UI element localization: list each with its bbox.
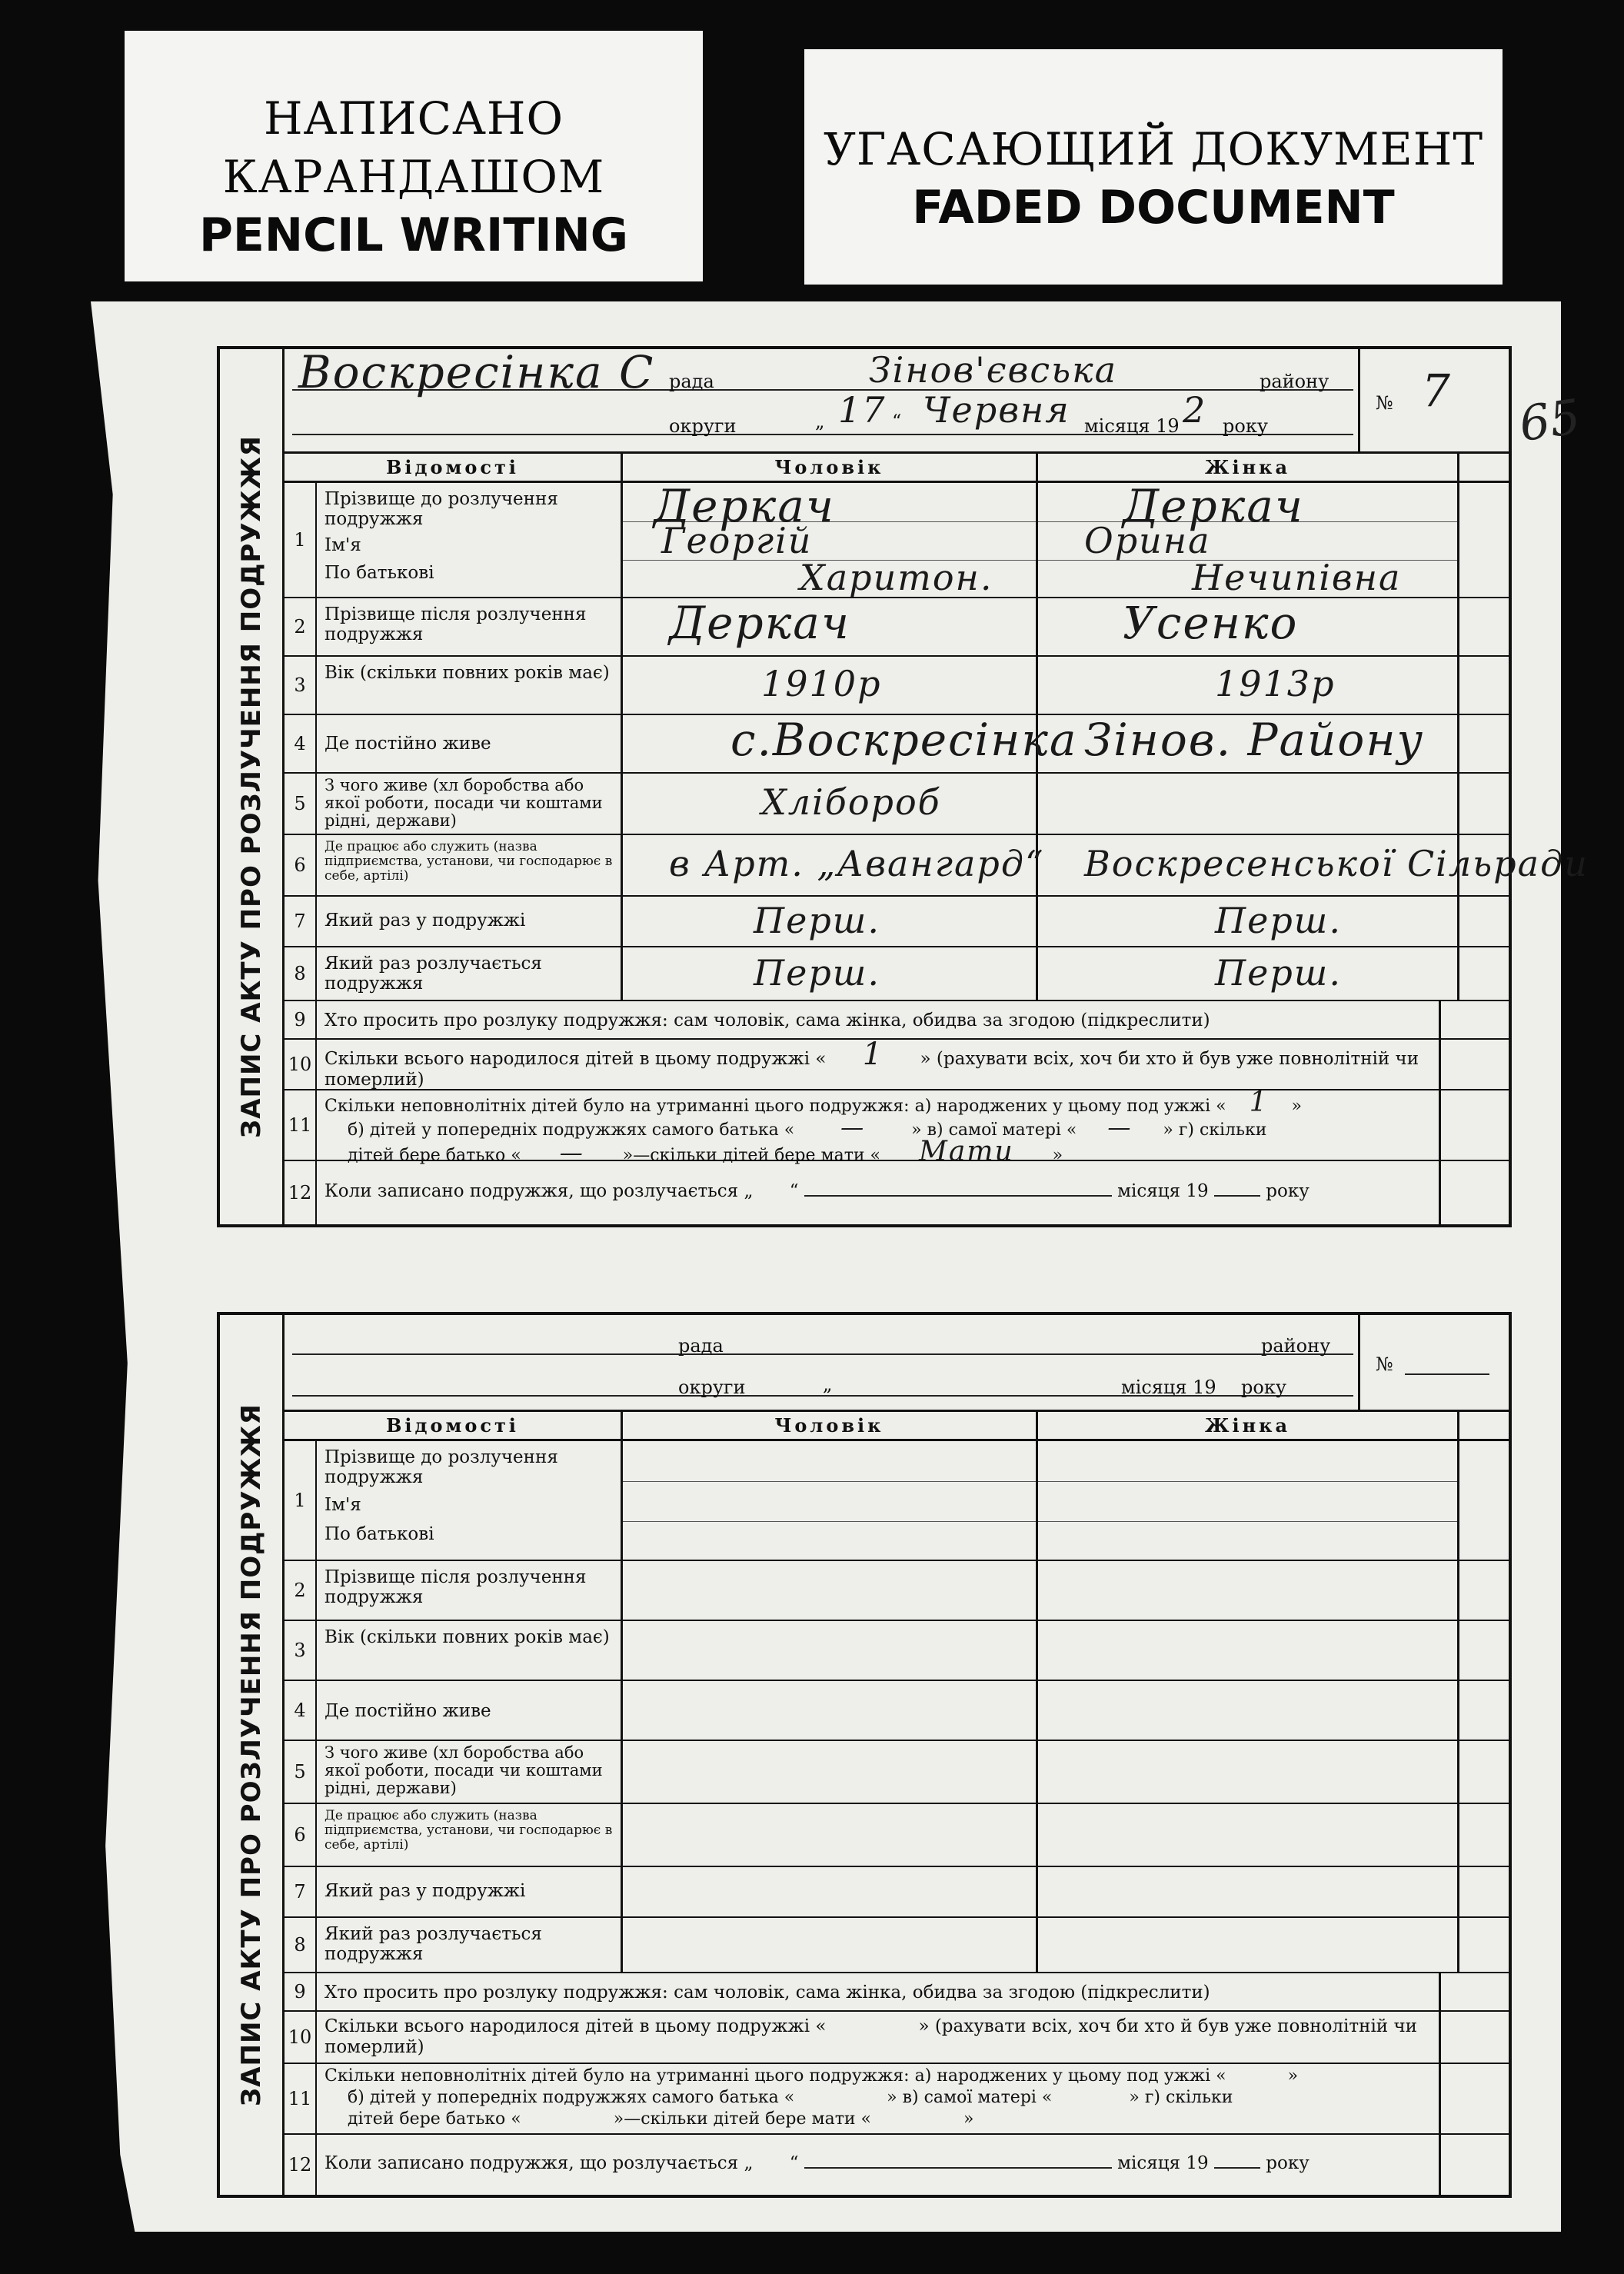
guide [623, 1521, 1036, 1522]
rownum: 5 [285, 1741, 317, 1803]
cell-m [623, 480, 1038, 598]
small: місяця 19 [1121, 1377, 1216, 1398]
rowlabel: Де працює або служить (назва підприємства, установи, чи господарює в себе, артілі) [317, 1804, 623, 1866]
cell-x [1459, 598, 1509, 655]
rownum: 4 [285, 715, 317, 772]
cell-w [1038, 835, 1589, 895]
rowlabel: Який раз у подружжі [317, 897, 623, 946]
div [324, 2109, 1439, 2130]
div [324, 2066, 1439, 2087]
rownum: 6 [285, 1804, 317, 1866]
quote-open: „ [815, 411, 825, 432]
roku-label: року [1223, 415, 1268, 437]
row-11-text [324, 1087, 1439, 1167]
wide-end [1439, 2012, 1509, 2063]
hdr-line [292, 434, 1353, 435]
span: » в) самої матері « [887, 2088, 1053, 2107]
row [285, 1741, 1509, 1804]
span: » [1052, 1146, 1063, 1165]
rowlabel: Вік (скільки повних років має) [317, 657, 623, 714]
row-5 [285, 774, 1509, 835]
cell-m [623, 1441, 1038, 1560]
wide-row-text: Хто просить про розлуку подружжя: сам чоловік, сама жінка, обидва за згодою (підкреслити) [324, 1983, 1210, 2003]
rownum: 12 [285, 1161, 317, 1224]
hw-man-workplace: в Арт. „Авангард“ [669, 843, 1045, 884]
rownum: 11 [285, 1090, 317, 1160]
span [1214, 2167, 1260, 2169]
cell-w [1038, 598, 1459, 655]
span: Відомості [386, 1414, 519, 1437]
guide [623, 1481, 1036, 1482]
div: Ім'я [324, 535, 361, 555]
cell-x [1459, 947, 1509, 1000]
pencil-writing-label [125, 31, 703, 281]
small: округи [678, 1377, 746, 1398]
pencil-label-ru-line2: КАРАНДАШОМ [222, 151, 605, 203]
cell-x [1459, 1561, 1509, 1620]
hw-man-surname-after: Деркач [669, 597, 850, 649]
cell-m [623, 947, 1038, 1000]
colhdr [1459, 1412, 1509, 1441]
span: » г) скільки [1163, 1120, 1267, 1140]
row [285, 1681, 1509, 1741]
row-6 [285, 835, 1589, 897]
span: Чоловік [774, 1414, 884, 1437]
row [285, 1804, 1509, 1867]
row-1 [285, 480, 1509, 598]
row [285, 2064, 1509, 2135]
hw-man-patronymic: Харитон. [800, 557, 993, 598]
span: Жінка [1204, 456, 1291, 478]
span [1214, 1195, 1260, 1197]
rownum: 10 [285, 1040, 317, 1089]
span [804, 2167, 1112, 2169]
row [285, 2012, 1509, 2064]
wide-end [1439, 1040, 1509, 1089]
span [804, 1195, 1112, 1197]
span: » (рахувати всіх, хоч би хто й був уже повнолітній чи померлий) [324, 1049, 1419, 1090]
colhdr [623, 1412, 1038, 1441]
cell-x [1459, 715, 1509, 772]
cell-m [623, 1621, 1038, 1680]
cell-x [1459, 897, 1509, 946]
div: Ім'я [324, 1495, 361, 1515]
row [285, 1973, 1509, 2012]
cell-w [1038, 1867, 1459, 1916]
rownum: 7 [285, 1867, 317, 1916]
span: Коли записано подружжя, що розлучається „ [324, 1181, 754, 1201]
rownum: 3 [285, 657, 317, 714]
span: року [1266, 2153, 1310, 2173]
colhdr [285, 1412, 623, 1441]
cell-x [1459, 1867, 1509, 1916]
span: дітей бере батько « [348, 2109, 521, 2129]
span: » (рахувати всіх, хоч би хто й був уже повнолітній чи померлий) [324, 2016, 1417, 2057]
hw-woman-workplace: Воскресенської Сільради [1084, 843, 1589, 884]
row [285, 2135, 1509, 2195]
rownum: 11 [285, 2064, 317, 2133]
cell-m [623, 835, 1045, 895]
hw-children-to-father: — [559, 1140, 584, 1167]
hw-man-times-divorced: Перш. [754, 952, 880, 994]
cell-x [1459, 1918, 1509, 1972]
rownum: 1 [285, 1441, 317, 1560]
row-1-label [317, 483, 623, 597]
hw-man-age: 1910р [761, 663, 882, 704]
small: року [1241, 1377, 1286, 1398]
form-main-2 [285, 1315, 1509, 2195]
rownum: 2 [285, 1561, 317, 1620]
row [285, 1561, 1509, 1621]
faded-label-ru: УГАСАЮЩИЙ ДОКУМЕНТ [823, 123, 1484, 175]
row-7 [285, 897, 1509, 947]
rowlabel: Де постійно живе [317, 1681, 623, 1740]
row-10-text [324, 1037, 1439, 1090]
hw-woman-residence: Зінов. Району [1084, 714, 1425, 766]
div: По батькові [324, 563, 434, 583]
span: Жінка [1204, 1414, 1291, 1437]
span [794, 2088, 887, 2107]
hw-children-mother-prev: — [1107, 1114, 1133, 1141]
hw-children-father-prev: — [840, 1114, 866, 1141]
col-header-woman [1038, 454, 1459, 483]
span [1052, 2088, 1129, 2107]
cell-m [623, 714, 1078, 772]
col-header-man [623, 454, 1038, 483]
cell-w [1038, 947, 1459, 1000]
span [826, 2016, 918, 2036]
pencil-label-ru-line1: НАПИСАНО [263, 92, 564, 145]
hw-man-residence: с.Воскресінка [730, 714, 1078, 766]
wide-end [1439, 1001, 1509, 1038]
rowlabel: Вік (скільки повних років має) [317, 1621, 623, 1680]
wide-row-text [324, 2153, 1439, 2174]
form-side-title [220, 349, 285, 1224]
span: року [1266, 1181, 1310, 1201]
span: Скільки всього народилося дітей в цьому подружжі « [324, 1049, 827, 1069]
cell-x [1459, 1741, 1509, 1803]
form-side-title-2 [220, 1315, 285, 2195]
rownum: 8 [285, 947, 317, 1000]
hw-woman-surname-after: Усенко [1123, 597, 1299, 649]
cell-m [623, 1741, 1038, 1803]
guide [1038, 1481, 1457, 1482]
rownum: 9 [285, 1001, 317, 1038]
small: району [1261, 1335, 1331, 1357]
hw-woman-age: 1913р [1215, 663, 1336, 704]
faded-label-en: FADED DOCUMENT [912, 181, 1395, 235]
cell-m [623, 1867, 1038, 1916]
span: » [963, 2109, 974, 2129]
okruhy-label: округи [669, 415, 737, 437]
rownum: 1 [285, 483, 317, 597]
row-12 [285, 1161, 1509, 1224]
hw-children-this: 1 [1249, 1087, 1269, 1118]
row-1-blank [285, 1441, 1509, 1561]
rownum: 3 [285, 1621, 317, 1680]
divorce-record-form-blank [217, 1312, 1512, 2198]
wide-end [1439, 2064, 1509, 2133]
wide-end [1439, 1090, 1509, 1160]
row-4 [285, 715, 1509, 774]
div [324, 2087, 1439, 2109]
span: » в) самої матері « [911, 1120, 1077, 1140]
span [1226, 2066, 1288, 2086]
span: » г) скільки [1129, 2088, 1233, 2107]
hw-number: 7 [1422, 365, 1452, 417]
small: № [1376, 1353, 1393, 1375]
rownum: 6 [285, 835, 317, 895]
cell-m [623, 1804, 1038, 1866]
col-header-extra [1459, 454, 1509, 483]
number-box-2 [1358, 1315, 1509, 1410]
hw-okruha: Зінов'євська [869, 349, 1118, 391]
side-title-text: ЗАПИС АКТУ ПРО РОЗЛУЧЕННЯ ПОДРУЖЖЯ [235, 435, 267, 1138]
span: » [1287, 2066, 1299, 2086]
small: „ [823, 1373, 833, 1395]
pencil-label-en: PENCIL WRITING [198, 208, 629, 262]
cell-w [1038, 1441, 1459, 1560]
cell-m [623, 1918, 1038, 1972]
cell-m [623, 1561, 1038, 1620]
rowlabel: Прізвище після розлучення подружжя [317, 1561, 623, 1620]
hw-woman-times-divorced: Перш. [1215, 952, 1342, 994]
number-label: № [1376, 392, 1393, 414]
cell-m [623, 1681, 1038, 1740]
row [285, 1867, 1509, 1918]
cell-m [623, 774, 1038, 834]
rowlabel: Де постійно живе [317, 715, 623, 772]
span: “ [789, 1181, 799, 1201]
hw-woman-surname-before: Деркач [1123, 480, 1304, 532]
span: дітей бере батько « [348, 1146, 521, 1165]
hw-woman-name: Орина [1084, 520, 1211, 561]
rowlabel: З чого живе (хл боробства або якої роботи, посади чи коштами рідні, держави) [317, 774, 623, 834]
cell-x [1459, 483, 1509, 597]
rowlabel: Який раз у подружжі [317, 1867, 623, 1916]
row [285, 1621, 1509, 1681]
span: » [1291, 1097, 1302, 1116]
span: Коли записано подружжя, що розлучається „ [324, 2153, 754, 2173]
hw-month: Червня [923, 389, 1070, 431]
small: рада [678, 1335, 724, 1357]
rownum: 4 [285, 1681, 317, 1740]
cell-x [1459, 1681, 1509, 1740]
misyatsia-label: місяця 19 [1084, 415, 1180, 437]
cell-x [1459, 835, 1509, 895]
span: б) дітей у попередніх подружжях самого батька « [348, 2088, 795, 2107]
form-header [285, 346, 1509, 454]
row-9 [285, 1001, 1509, 1040]
hw-day: 17 [838, 389, 887, 431]
wide-end [1439, 2135, 1509, 2195]
hw-woman-patronymic: Нечипівна [1192, 557, 1402, 598]
raionu-label: району [1260, 371, 1329, 392]
span: »—скільки дітей бере мати « [613, 2109, 871, 2129]
rowlabel: Який раз розлучається подружжя [317, 1918, 623, 1972]
quote-close: “ [892, 411, 902, 432]
div: Прізвище до розлучення подружжя [324, 1447, 558, 1487]
hw-man-times-married: Перш. [754, 900, 880, 941]
cell-w [1038, 774, 1459, 834]
guide [1038, 1521, 1457, 1522]
cell-w [1038, 1681, 1459, 1740]
hw-village: Воскресінка С [298, 346, 655, 398]
number-box [1358, 349, 1509, 451]
rownum: 12 [285, 2135, 317, 2195]
form-header-2 [285, 1315, 1509, 1412]
wide-end [1439, 1161, 1509, 1224]
cell-w [1038, 897, 1459, 946]
cell-w [1038, 1804, 1459, 1866]
span [871, 2109, 963, 2129]
row-11 [285, 1087, 1509, 1167]
rowlabel: Де працює або служить (назва підприємства, установи, чи господарює в себе, артілі) [317, 835, 623, 895]
hdr-line [1405, 1373, 1489, 1375]
cell-w [1038, 1621, 1459, 1680]
rownum: 10 [285, 2012, 317, 2063]
rownum: 8 [285, 1918, 317, 1972]
rownum: 5 [285, 774, 317, 834]
rownum: 7 [285, 897, 317, 946]
cell-m [623, 897, 1038, 946]
span: Відомості [386, 456, 519, 478]
div: Прізвище до розлучення подружжя [324, 489, 558, 529]
rowlabel: Прізвище після розлучення подружжя [317, 598, 623, 655]
span: Скільки всього народилося дітей в цьому подружжі « [324, 2016, 827, 2036]
rowlabel [317, 1441, 623, 1560]
span: Скільки неповнолітніх дітей було на утриманні цього подружжя: а) народжених у цьому под ужжі « [324, 2066, 1226, 2086]
rowlabel: З чого живе (хл боробства або якої роботи, посади чи коштами рідні, держави) [317, 1741, 623, 1803]
rowlabel: Який раз розлучається подружжя [317, 947, 623, 1000]
cell-w [1038, 1918, 1459, 1972]
span: б) дітей у попередніх подружжях самого батька « [348, 1120, 795, 1140]
wide-end [1439, 1973, 1509, 2010]
cell-x [1459, 774, 1509, 834]
row-3 [285, 657, 1509, 715]
span: місяця 19 [1117, 2153, 1209, 2173]
row [285, 1918, 1509, 1973]
span: Скільки неповнолітніх дітей було на утриманні цього подружжя: а) народжених у цьому под ужжі « [324, 1097, 1226, 1116]
rownum: 2 [285, 598, 317, 655]
colhdr [1038, 1412, 1459, 1441]
cell-x [1459, 1804, 1509, 1866]
hw-man-name: Георгій [661, 520, 813, 561]
rada-label: рада [669, 371, 714, 392]
cell-w [1038, 1561, 1459, 1620]
hw-children-total: 1 [862, 1037, 884, 1072]
row-10 [285, 1037, 1509, 1090]
cell-w [1038, 1741, 1459, 1803]
cell-x [1459, 1621, 1509, 1680]
cell-x [1459, 657, 1509, 714]
span: Чоловік [774, 456, 884, 478]
row-9-text: Хто просить про розлуку подружжя: сам чоловік, сама жінка, обидва за згодою (підкреслити) [324, 1010, 1210, 1030]
row-2 [285, 598, 1509, 657]
span: “ [789, 2153, 799, 2173]
span: »—скільки дітей бере мати « [622, 1146, 880, 1165]
hdr-line [292, 1353, 1353, 1355]
span [521, 2109, 614, 2129]
cell-m [623, 598, 1038, 655]
hw-man-surname-before: Деркач [654, 480, 835, 532]
cell-w [1038, 715, 1459, 772]
span: місяця 19 [1117, 1181, 1209, 1201]
faded-document-label [804, 49, 1503, 285]
hw-man-livelihood: Хлібороб [761, 781, 941, 823]
cell-w [1038, 480, 1459, 598]
row-8 [285, 947, 1509, 1001]
hw-year: 2 [1183, 389, 1207, 431]
cell-w [1038, 657, 1459, 714]
rownum: 9 [285, 1973, 317, 2010]
cell-m [623, 657, 1038, 714]
hw-woman-times-married: Перш. [1215, 900, 1342, 941]
col-header-info [285, 454, 623, 483]
wide-row-text [324, 2016, 1439, 2058]
page-number: 65 [1516, 388, 1584, 453]
side-title-text-2: ЗАПИС АКТУ ПРО РОЗЛУЧЕННЯ ПОДРУЖЖЯ [235, 1403, 267, 2106]
div: По батькові [324, 1524, 434, 1544]
wide-row-text [324, 2066, 1439, 2130]
row-12-text [324, 1181, 1439, 1202]
hw-children-to-mother: Мати [918, 1136, 1014, 1167]
cell-x [1459, 1441, 1509, 1560]
